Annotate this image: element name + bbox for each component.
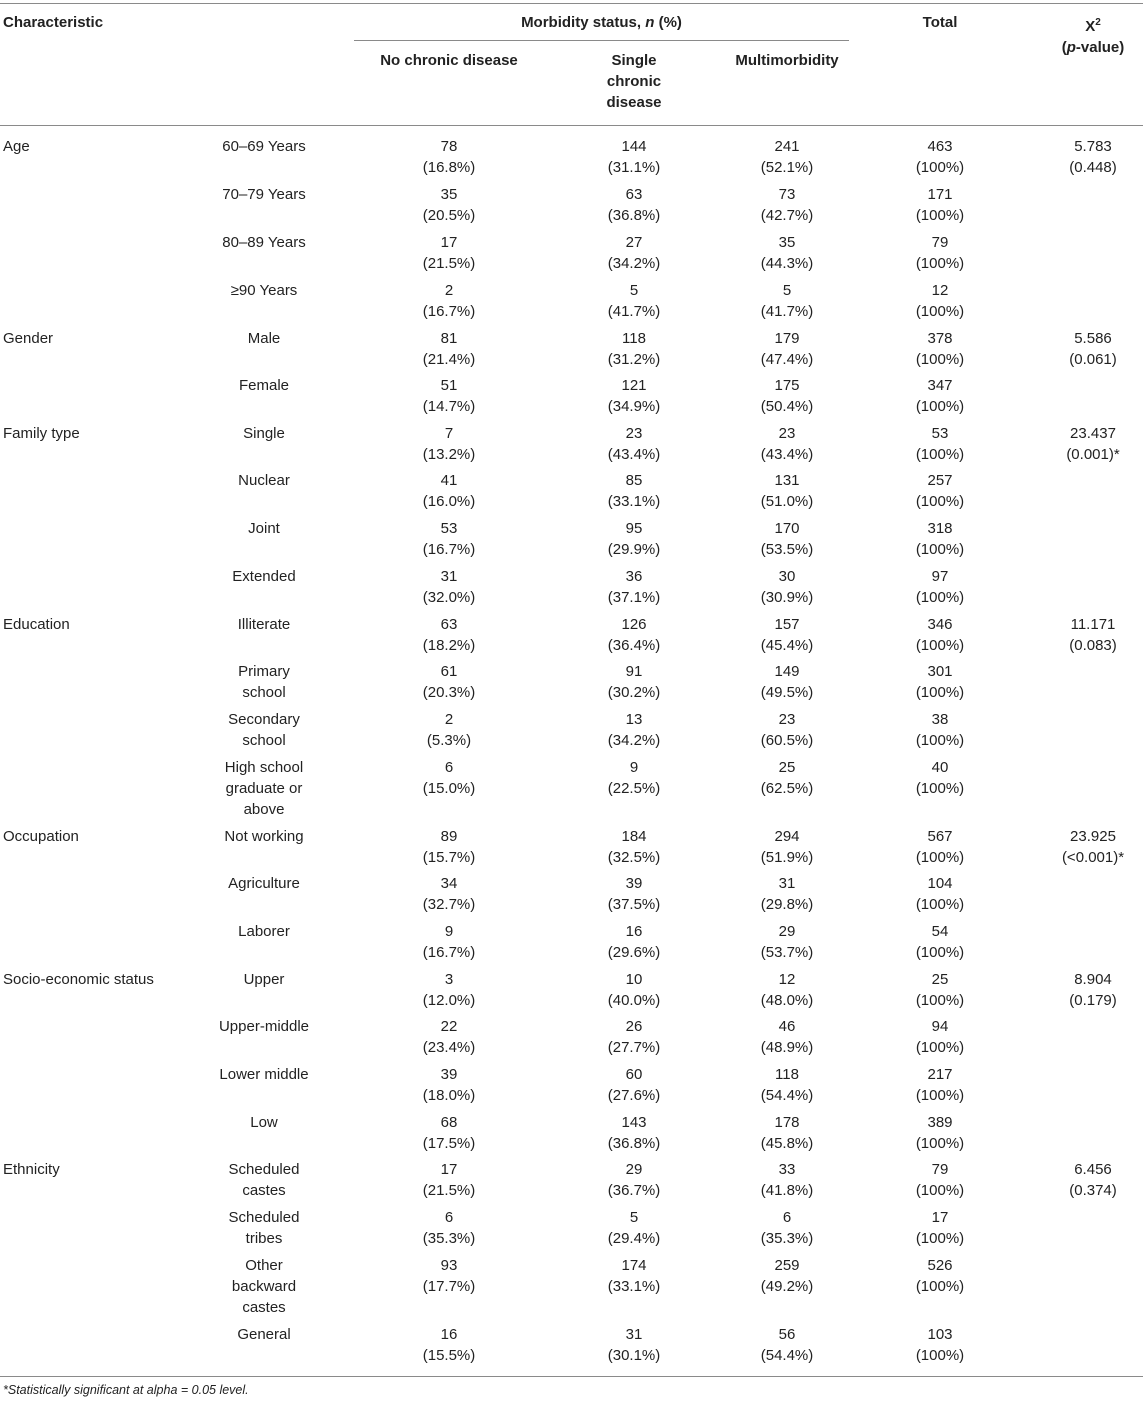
subcategory-cell: Extended: [232, 568, 296, 585]
subcategory-cell: Female: [238, 377, 290, 394]
no-chronic-cell: 39 (18.0%): [422, 1066, 476, 1104]
total-cell: 97 (100%): [915, 568, 965, 606]
single-chronic-cell: 126 (36.4%): [607, 616, 661, 654]
no-chronic-cell: 78 (16.8%): [422, 138, 476, 176]
header-morbidity-status: [354, 12, 849, 33]
single-chronic-cell: 36 (37.1%): [607, 568, 661, 606]
subcategory-cell: Illiterate: [237, 616, 291, 633]
subcategory-cell: Nuclear: [238, 472, 290, 489]
multimorbidity-cell: 157 (45.4%): [760, 616, 814, 654]
single-chronic-cell: 85 (33.1%): [607, 472, 661, 510]
multimorbidity-cell: 178 (45.8%): [760, 1114, 814, 1152]
multimorbidity-cell: 241 (52.1%): [760, 138, 814, 176]
subcategory-cell: Lower middle: [219, 1066, 309, 1083]
morbidity-label: Morbidity status,: [521, 14, 646, 31]
multimorbidity-cell: 30 (30.9%): [760, 568, 814, 606]
no-chronic-cell: 63 (18.2%): [422, 616, 476, 654]
single-chronic-cell: 121 (34.9%): [607, 377, 661, 415]
multimorbidity-cell: 46 (48.9%): [760, 1018, 814, 1056]
no-chronic-cell: 51 (14.7%): [422, 377, 476, 415]
total-cell: 217 (100%): [915, 1066, 965, 1104]
morbidity-n: n: [645, 14, 655, 31]
subcategory-cell: Scheduled tribes: [228, 1209, 300, 1247]
total-cell: 346 (100%): [915, 616, 965, 654]
total-cell: 17 (100%): [915, 1209, 965, 1247]
single-chronic-cell: 31 (30.1%): [607, 1326, 661, 1364]
single-chronic-cell: 60 (27.6%): [607, 1066, 661, 1104]
no-chronic-cell: 16 (15.5%): [422, 1326, 476, 1364]
total-cell: 40 (100%): [915, 759, 965, 797]
multimorbidity-cell: 118 (54.4%): [760, 1066, 814, 1104]
total-cell: 53 (100%): [915, 425, 965, 463]
no-chronic-cell: 17 (21.5%): [422, 1161, 476, 1199]
total-cell: 38 (100%): [915, 711, 965, 749]
chi-square-cell: 11.171 (0.083): [1069, 616, 1117, 654]
no-chronic-cell: 53 (16.7%): [422, 520, 476, 558]
multimorbidity-cell: 149 (49.5%): [760, 663, 814, 701]
header-no-chronic-disease: No chronic disease: [380, 52, 518, 69]
total-cell: 79 (100%): [915, 234, 965, 272]
multimorbidity-cell: 5 (41.7%): [760, 282, 814, 320]
single-chronic-cell: 118 (31.2%): [607, 330, 661, 368]
single-chronic-cell: 26 (27.7%): [607, 1018, 661, 1056]
subcategory-cell: 60–69 Years: [222, 138, 306, 155]
header-single-line3: disease: [606, 94, 662, 111]
total-cell: 12 (100%): [915, 282, 965, 320]
single-chronic-cell: 16 (29.6%): [607, 923, 661, 961]
morbidity-pct: (%): [654, 14, 682, 31]
footnote: *Statistically significant at alpha = 0.05 level.: [3, 1383, 249, 1397]
no-chronic-cell: 9 (16.7%): [422, 923, 476, 961]
header-sub-rule: [354, 40, 849, 41]
no-chronic-cell: 2 (16.7%): [422, 282, 476, 320]
no-chronic-cell: 22 (23.4%): [422, 1018, 476, 1056]
total-cell: 54 (100%): [915, 923, 965, 961]
no-chronic-cell: 17 (21.5%): [422, 234, 476, 272]
group-label: Occupation: [3, 828, 79, 845]
no-chronic-cell: 7 (13.2%): [422, 425, 476, 463]
total-cell: 301 (100%): [915, 663, 965, 701]
subcategory-cell: Other backward castes: [231, 1257, 297, 1316]
no-chronic-cell: 41 (16.0%): [422, 472, 476, 510]
single-chronic-cell: 27 (34.2%): [607, 234, 661, 272]
single-chronic-cell: 10 (40.0%): [607, 971, 661, 1009]
multimorbidity-cell: 175 (50.4%): [760, 377, 814, 415]
single-chronic-cell: 5 (29.4%): [607, 1209, 661, 1247]
table-bottom-rule: [0, 1376, 1143, 1377]
chi-square-cell: 23.925 (<0.001)*: [1061, 828, 1125, 866]
total-cell: 378 (100%): [915, 330, 965, 368]
chi-square-cell: 8.904 (0.179): [1069, 971, 1117, 1009]
single-chronic-cell: 95 (29.9%): [607, 520, 661, 558]
single-chronic-cell: 174 (33.1%): [607, 1257, 661, 1295]
multimorbidity-cell: 35 (44.3%): [760, 234, 814, 272]
total-cell: 94 (100%): [915, 1018, 965, 1056]
header-single-chronic-disease: [574, 50, 694, 113]
no-chronic-cell: 35 (20.5%): [422, 186, 476, 224]
chi-square-cell: 23.437 (0.001)*: [1066, 425, 1120, 463]
header-multimorbidity: Multimorbidity: [735, 52, 839, 69]
group-label: Education: [3, 616, 70, 633]
single-chronic-cell: 144 (31.1%): [607, 138, 661, 176]
multimorbidity-cell: 56 (54.4%): [760, 1326, 814, 1364]
header-chi-square: [1043, 12, 1143, 58]
multimorbidity-cell: 259 (49.2%): [760, 1257, 814, 1295]
subcategory-cell: Scheduled castes: [228, 1161, 300, 1199]
group-label: Family type: [3, 425, 80, 442]
chi-square-cell: 5.586 (0.061): [1069, 330, 1117, 368]
total-cell: 25 (100%): [915, 971, 965, 1009]
total-cell: 389 (100%): [915, 1114, 965, 1152]
subcategory-cell: High school graduate or above: [224, 759, 304, 818]
group-label: Age: [3, 138, 30, 155]
multimorbidity-cell: 73 (42.7%): [760, 186, 814, 224]
total-cell: 103 (100%): [915, 1326, 965, 1364]
total-cell: 347 (100%): [915, 377, 965, 415]
no-chronic-cell: 61 (20.3%): [422, 663, 476, 701]
subcategory-cell: Upper: [243, 971, 285, 988]
total-cell: 257 (100%): [915, 472, 965, 510]
multimorbidity-cell: 294 (51.9%): [760, 828, 814, 866]
subcategory-cell: Joint: [248, 520, 280, 537]
subcategory-cell: Laborer: [238, 923, 290, 940]
no-chronic-cell: 68 (17.5%): [422, 1114, 476, 1152]
subcategory-cell: 70–79 Years: [222, 186, 306, 203]
no-chronic-cell: 93 (17.7%): [422, 1257, 476, 1295]
no-chronic-cell: 34 (32.7%): [422, 875, 476, 913]
group-label: Gender: [3, 330, 54, 347]
table-top-rule: [0, 3, 1143, 4]
single-chronic-cell: 91 (30.2%): [607, 663, 661, 701]
group-label: Ethnicity: [3, 1161, 60, 1178]
no-chronic-cell: 6 (35.3%): [422, 1209, 476, 1247]
single-chronic-cell: 23 (43.4%): [607, 425, 661, 463]
single-chronic-cell: 5 (41.7%): [607, 282, 661, 320]
single-chronic-cell: 143 (36.8%): [607, 1114, 661, 1152]
no-chronic-cell: 6 (15.0%): [422, 759, 476, 797]
subcategory-cell: Secondary school: [228, 711, 300, 749]
total-cell: 463 (100%): [915, 138, 965, 176]
chi-square-cell: 5.783 (0.448): [1069, 138, 1117, 176]
no-chronic-cell: 3 (12.0%): [422, 971, 476, 1009]
total-cell: 526 (100%): [915, 1257, 965, 1295]
multimorbidity-cell: 29 (53.7%): [760, 923, 814, 961]
total-cell: 567 (100%): [915, 828, 965, 866]
subcategory-cell: Not working: [224, 828, 304, 845]
group-label: Socio-economic status: [3, 971, 154, 988]
subcategory-cell: Male: [247, 330, 281, 347]
no-chronic-cell: 89 (15.7%): [422, 828, 476, 866]
multimorbidity-cell: 23 (43.4%): [760, 425, 814, 463]
subcategory-cell: Primary school: [238, 663, 290, 701]
chi-square-cell: 6.456 (0.374): [1069, 1161, 1117, 1199]
total-cell: 104 (100%): [915, 875, 965, 913]
multimorbidity-cell: 23 (60.5%): [760, 711, 814, 749]
subcategory-cell: Upper-middle: [218, 1018, 310, 1035]
single-chronic-cell: 39 (37.5%): [607, 875, 661, 913]
single-chronic-cell: 13 (34.2%): [607, 711, 661, 749]
multimorbidity-cell: 170 (53.5%): [760, 520, 814, 558]
subcategory-cell: ≥90 Years: [230, 282, 298, 299]
total-cell: 79 (100%): [915, 1161, 965, 1199]
header-single-line2: chronic: [606, 73, 662, 90]
multimorbidity-cell: 33 (41.8%): [760, 1161, 814, 1199]
multimorbidity-cell: 25 (62.5%): [760, 759, 814, 797]
multimorbidity-cell: 31 (29.8%): [760, 875, 814, 913]
total-cell: 171 (100%): [915, 186, 965, 224]
subcategory-cell: General: [237, 1326, 291, 1343]
total-cell: 318 (100%): [915, 520, 965, 558]
subcategory-cell: Low: [250, 1114, 278, 1131]
multimorbidity-cell: 179 (47.4%): [760, 330, 814, 368]
header-characteristic: Characteristic: [3, 14, 104, 31]
multimorbidity-cell: 131 (51.0%): [760, 472, 814, 510]
subcategory-cell: Agriculture: [228, 875, 300, 892]
header-bottom-rule: [0, 125, 1143, 126]
single-chronic-cell: 9 (22.5%): [607, 759, 661, 797]
multimorbidity-cell: 6 (35.3%): [760, 1209, 814, 1247]
single-chronic-cell: 29 (36.7%): [607, 1161, 661, 1199]
no-chronic-cell: 81 (21.4%): [422, 330, 476, 368]
header-single-line1: Single: [611, 52, 657, 69]
subcategory-cell: Single: [243, 425, 285, 442]
subcategory-cell: 80–89 Years: [222, 234, 306, 251]
no-chronic-cell: 31 (32.0%): [422, 568, 476, 606]
no-chronic-cell: 2 (5.3%): [426, 711, 472, 749]
multimorbidity-cell: 12 (48.0%): [760, 971, 814, 1009]
p-value-label: (p-value): [1061, 39, 1125, 56]
single-chronic-cell: 184 (32.5%): [607, 828, 661, 866]
single-chronic-cell: 63 (36.8%): [607, 186, 661, 224]
chi-square-symbol: $X^2$: [1085, 17, 1101, 35]
header-total: Total: [922, 14, 958, 31]
